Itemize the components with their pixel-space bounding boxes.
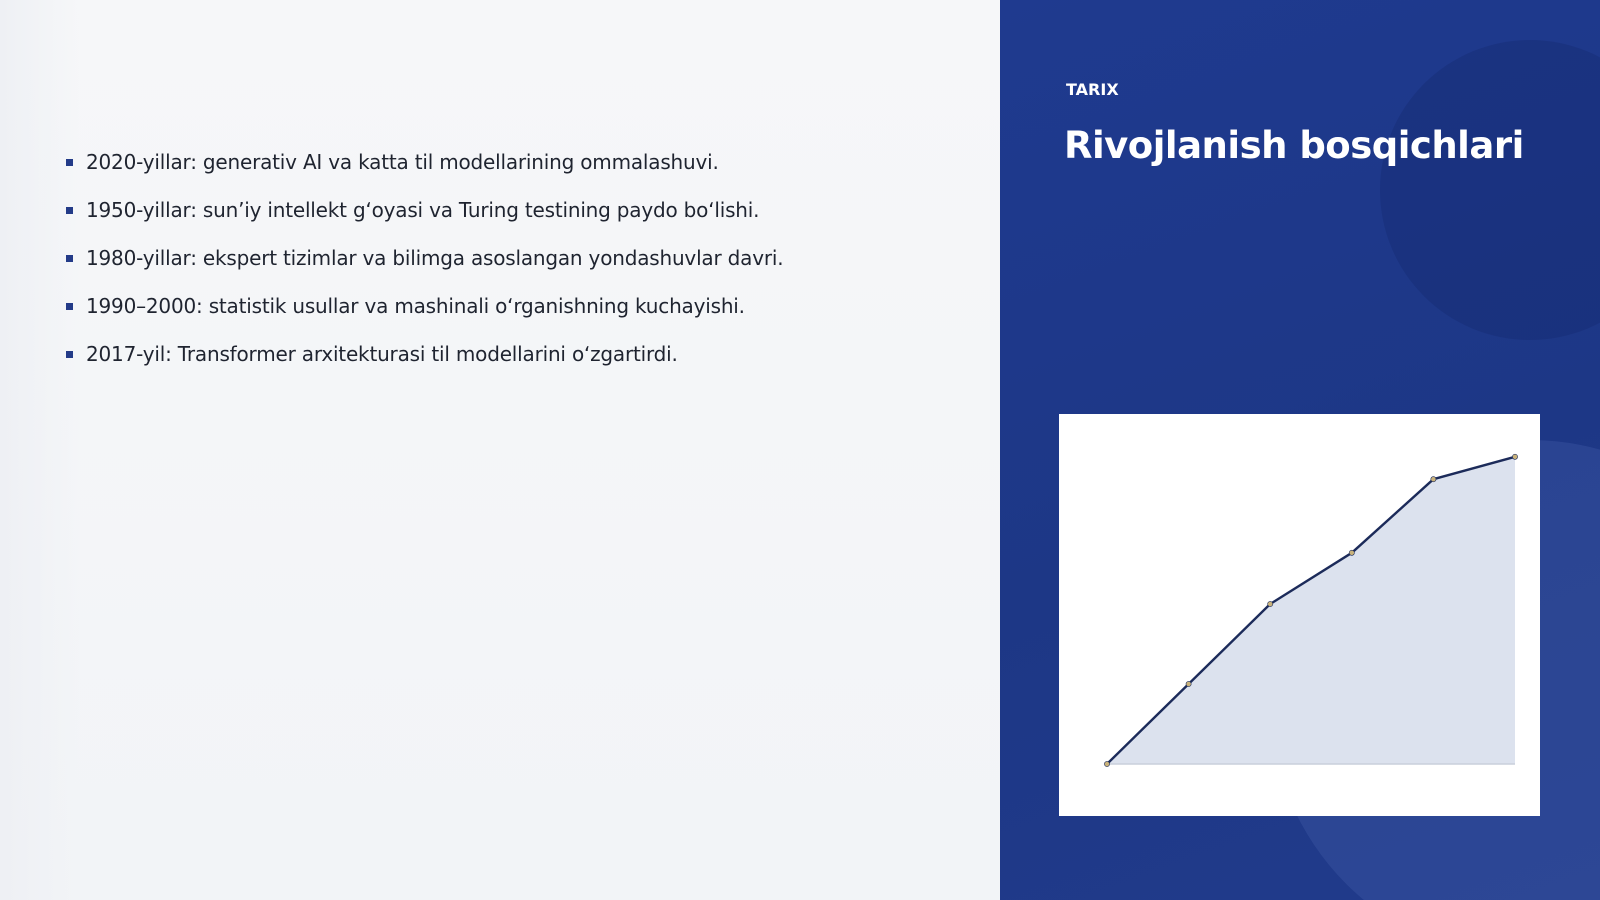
- milestone-text: 1980-yillar: ekspert tizimlar va bilimga asoslangan yondashuvlar davri.: [86, 246, 784, 270]
- bullet-square-icon: [66, 351, 73, 358]
- bullet-square-icon: [66, 255, 73, 262]
- list-item: [66, 138, 783, 186]
- list-item: [66, 234, 783, 282]
- decorative-circle: [1380, 40, 1600, 340]
- data-point: [1349, 550, 1354, 555]
- data-point: [1104, 761, 1109, 766]
- milestone-list: [66, 138, 783, 378]
- data-point: [1431, 477, 1436, 482]
- bullet-square-icon: [66, 303, 73, 310]
- milestone-text: 1950-yillar: sun’iy intellekt gʻoyasi va Turing testining paydo boʻlishi.: [86, 198, 760, 222]
- area-chart: [1059, 414, 1540, 816]
- list-item: [66, 330, 783, 378]
- data-point: [1186, 681, 1191, 686]
- list-item: [66, 186, 783, 234]
- section-label: TARIX: [1066, 80, 1119, 99]
- milestone-text: 2017-yil: Transformer arxitekturasi til modellarini oʻzgartirdi.: [86, 342, 678, 366]
- chart-card: [1059, 414, 1540, 816]
- data-point: [1512, 454, 1517, 459]
- title-panel: [1000, 0, 1600, 900]
- slide-title: Rivojlanish bosqichlari: [1064, 124, 1524, 167]
- bullet-square-icon: [66, 159, 73, 166]
- data-point: [1268, 601, 1273, 606]
- list-item: [66, 282, 783, 330]
- bullet-square-icon: [66, 207, 73, 214]
- milestone-text: 1990–2000: statistik usullar va mashinali oʻrganishning kuchayishi.: [86, 294, 745, 318]
- area-fill: [1107, 457, 1515, 764]
- milestone-text: 2020-yillar: generativ AI va katta til modellarining ommalashuvi.: [86, 150, 719, 174]
